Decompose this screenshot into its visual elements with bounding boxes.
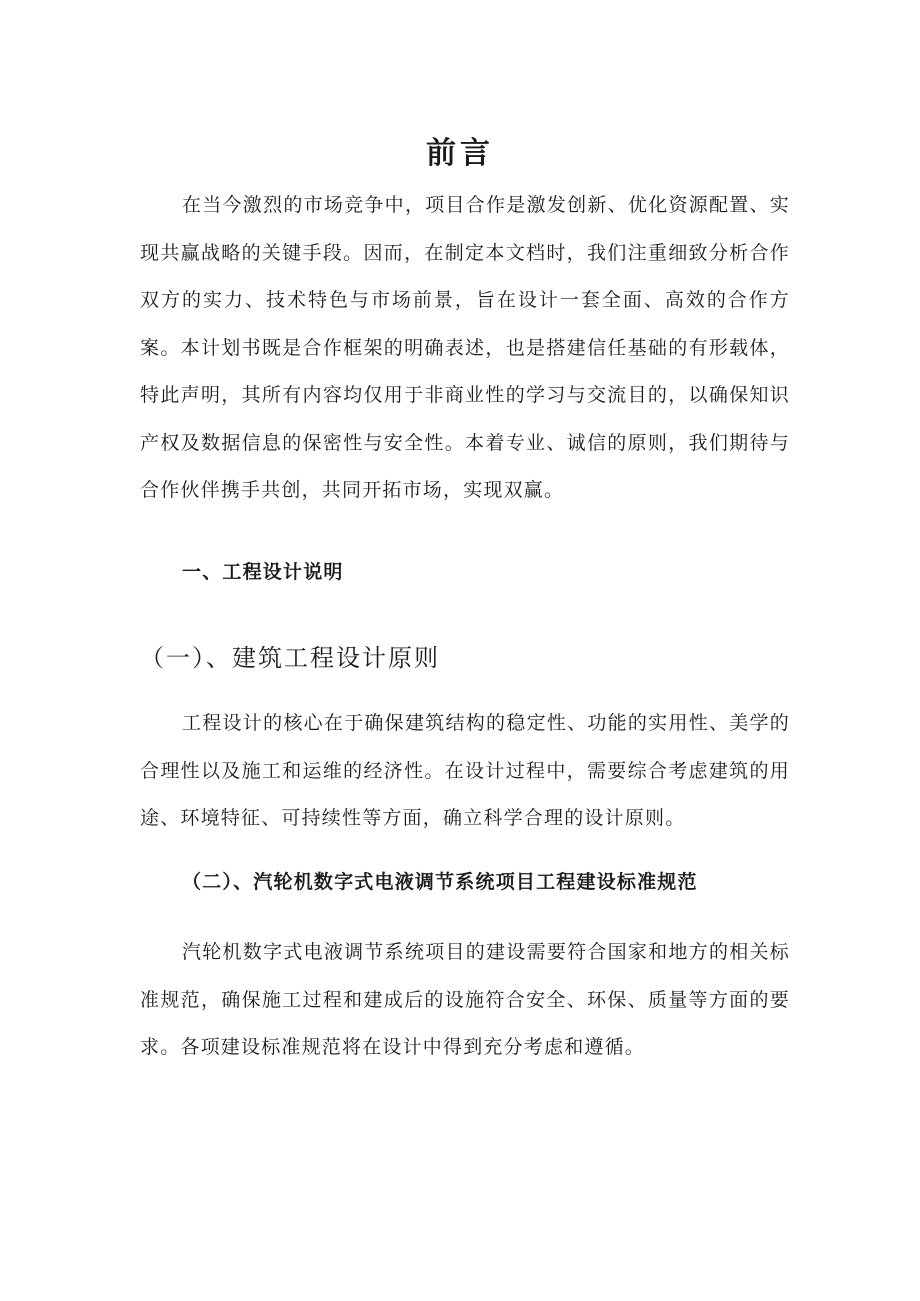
construction-standards-paragraph: 汽轮机数字式电液调节系统项目的建设需要符合国家和地方的相关标准规范，确保施工过程和建成后的设施符合安全、环保、质量等方面的要求。各项建设标准规范将在设计中得到充分考虑和遵循。 xyxy=(140,941,790,1058)
subsection-heading-construction-standards: （二）、汽轮机数字式电液调节系统项目工程建设标准规范 xyxy=(182,871,698,893)
intro-paragraph: 在当今激烈的市场竞争中，项目合作是激发创新、优化资源配置、实现共赢战略的关键手段。因而，在制定本文档时，我们注重细致分析合作双方的实力、技术特色与市场前景，旨在设计一套全面、高效的合作方案。本计划书既是合作框架的明确表述，也是搭建信任基础的有形载体，特此声明，其所有内容均仅用于非商业性的学习与交流目的，以确保知识产权及数据信息的保密性与安全性。本着专业、诚信的原则，我们期待与合作伙伴携手共创，共同开拓市场，实现双赢。 xyxy=(140,194,790,501)
page-title: 前言 xyxy=(426,136,494,172)
design-principles-paragraph: 工程设计的核心在于确保建筑结构的稳定性、功能的实用性、美学的合理性以及施工和运维的经济性。在设计过程中，需要综合考虑建筑的用途、环境特征、可持续性等方面，确立科学合理的设计原则。 xyxy=(140,712,790,829)
subsection-heading-design-principles: （一）、建筑工程设计原则 xyxy=(140,644,440,672)
section-heading-engineering-design: 一、工程设计说明 xyxy=(182,561,344,583)
